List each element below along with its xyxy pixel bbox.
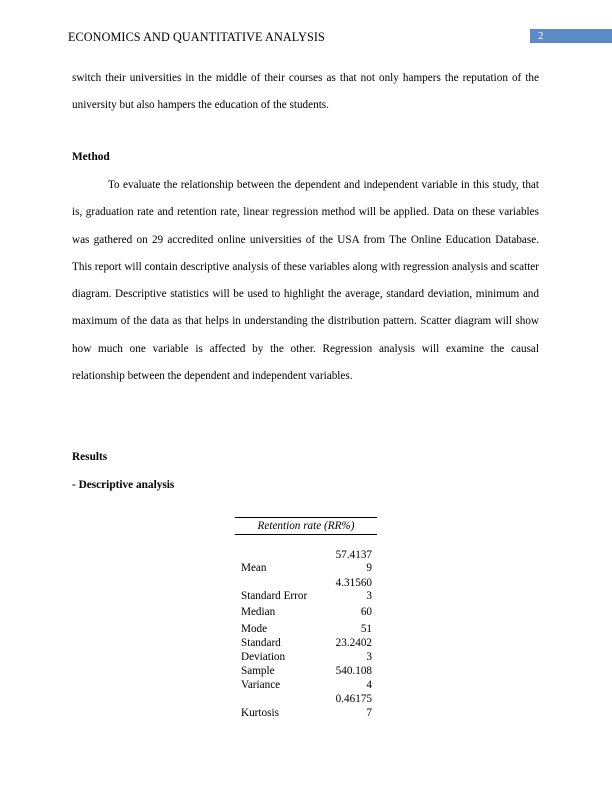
sample-variance-label-part2: Variance (241, 679, 281, 691)
kurtosis-value-part2: 7 (366, 707, 372, 719)
standard-error-value-part1: 4.31560 (335, 577, 372, 589)
sample-variance-value-part1: 540.108 (335, 665, 372, 677)
kurtosis-label: Kurtosis (241, 707, 279, 719)
mode-label: Mode (241, 623, 268, 635)
mean-label: Mean (241, 562, 267, 574)
running-head: ECONOMICS AND QUANTITATIVE ANALYSIS (68, 30, 325, 44)
standard-error-label: Standard Error (241, 590, 308, 602)
standard-deviation-value-part1: 23.2402 (335, 637, 372, 649)
descriptive-stats-table (235, 516, 377, 719)
intro-paragraph: switch their universities in the middle of their courses as that not only hampers the reputation of the university but also hampers the education of the students. (72, 72, 539, 112)
mean-value-part1: 57.4137 (335, 549, 372, 561)
sample-variance-value-part2: 4 (366, 679, 372, 691)
mean-value-part2: 9 (366, 562, 372, 574)
median-label: Median (241, 606, 276, 618)
page-number-badge: 2 (530, 29, 612, 43)
standard-error-value-part2: 3 (366, 590, 372, 602)
method-heading: Method (72, 151, 110, 163)
sample-variance-label-part1: Sample (241, 665, 275, 677)
method-paragraph: To evaluate the relationship between the dependent and independent variable in this study, that is, graduation rate and retention rate, linear regression method will be applied. Data on these variables was gathered on 29 accredited online universities of the USA from The Online Education Database. This report will contain descriptive analysis of these variables along with regression analysis and scatter diagram. Descriptive statistics will be used to highlight the average, standard deviation, minimum and maximum of the data as that helps in understanding the distribution pattern. Scatter diagram will show how much one variable is affected by the other. Regression analysis will examine the causal relationship between the dependent and independent variables. (72, 179, 539, 383)
table-column-header: Retention rate (RR%) (235, 517, 377, 535)
standard-deviation-label-part2: Deviation (241, 651, 286, 663)
mode-value: 51 (360, 623, 372, 635)
standard-deviation-value-part2: 3 (366, 651, 372, 663)
results-heading: Results (72, 451, 108, 463)
kurtosis-value-part1: 0.46175 (335, 693, 372, 705)
median-value: 60 (360, 606, 372, 618)
standard-deviation-label-part1: Standard (241, 637, 281, 649)
descriptive-analysis-subheading: - Descriptive analysis (72, 479, 175, 491)
